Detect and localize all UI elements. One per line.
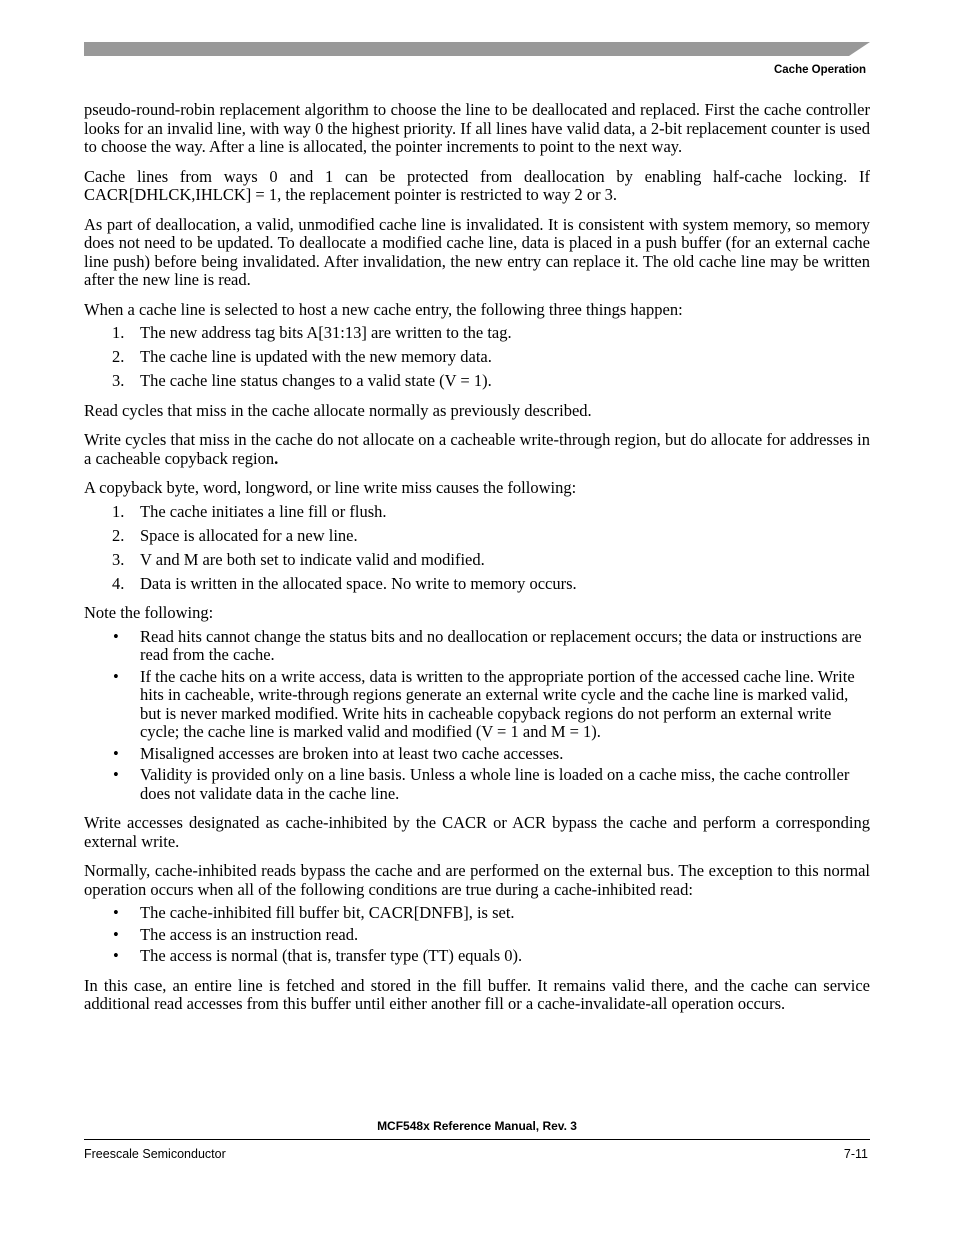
paragraph: Write cycles that miss in the cache do not allocate on a cacheable write-through region, but do allocate for addresses in a cacheable copyback region. (84, 430, 870, 468)
list-item: 4. Data is written in the allocated space. No write to memory occurs. (112, 573, 577, 593)
page-number: 7-11 (843, 1147, 868, 1161)
list-item: 3. V and M are both set to indicate valid and modified. (112, 549, 485, 569)
paragraph: As part of deallocation, a valid, unmodified cache line is invalidated. It is consistent with system memory, so memory does not need to be updated. To deallocate a modified cache line, data is placed in a push buffer (for an external cache line push) before being invalidated. After invalidation, the new entry can replace it. The old cache line may be written after the new line is read. (84, 214, 870, 289)
paragraph: A copyback byte, word, longword, or line write miss causes the following: (84, 478, 577, 497)
list-item: • Misaligned accesses are broken into at least two cache accesses. (113, 743, 564, 763)
numbered-list (84, 503, 870, 594)
paragraph: When a cache line is selected to host a new cache entry, the following three things happen: (84, 299, 683, 319)
list-item: • Read hits cannot change the status bits and no deallocation or replacement occurs; the data or instructions are read from the cache. (113, 626, 862, 664)
footer-company: Freescale Semiconductor (84, 1147, 226, 1161)
footer-divider (84, 1139, 870, 1140)
list-item: 2. Space is allocated for a new line. (112, 525, 358, 545)
list-item: 1. The new address tag bits A[31:13] are written to the tag. (112, 323, 512, 342)
paragraph: Write accesses designated as cache-inhibited by the CACR or ACR bypass the cache and perform a corresponding external write. (84, 813, 870, 851)
paragraph: Read cycles that miss in the cache allocate normally as previously described. (84, 400, 592, 420)
list-item: • Validity is provided only on a line basis. Unless a whole line is loaded on a cache miss, the cache controller does not validate data in the cache line. (113, 765, 850, 803)
section-title: Cache Operation (773, 64, 866, 76)
list-item: • The access is an instruction read. (113, 924, 359, 944)
paragraph: Note the following: (84, 603, 214, 622)
list-item: • If the cache hits on a write access, data is written to the appropriate portion of the accessed cache line. Write hits in cacheable, write-through regions generate an external write cycle and the cache line is marked valid, but is never marked modified. Write hits in cacheable copyback regions do not perform an external write cycle; the cache line is marked valid and modified (V = 1 and M = 1). (113, 666, 855, 741)
footer-manual-title: MCF548x Reference Manual, Rev. 3 (377, 1119, 577, 1133)
paragraph: pseudo-round-robin replacement algorithm to choose the line to be deallocated and replaced. First the cache controller looks for an invalid line, with way 0 the highest priority. If all lines have valid data, a 2-bit replacement counter is used to choose the way. After a line is allocated, the pointer increments to point to the next way. (84, 100, 870, 156)
list-item: 1. The cache initiates a line fill or flush. (112, 501, 387, 521)
list-item: 2. The cache line is updated with the new memory data. (112, 347, 492, 366)
numbered-list (84, 324, 870, 391)
paragraph: Normally, cache-inhibited reads bypass the cache and are performed on the external bus. The exception to this normal operation occurs when all of the following conditions are true during a cache-inhibited read: (84, 861, 870, 899)
bullet-list (84, 904, 870, 966)
list-item: • The cache-inhibited fill buffer bit, CACR[DNFB], is set. (113, 903, 515, 922)
paragraph: In this case, an entire line is fetched and stored in the fill buffer. It remains valid there, and the cache can service additional read accesses from this buffer until either another fill or a cache-invalidate-all operation occurs. (84, 975, 870, 1013)
paragraph: Cache lines from ways 0 and 1 can be protected from deallocation by enabling half-cache locking. If CACR[DHLCK,IHLCK] = 1, the replacement pointer is restricted to way 2 or 3. (84, 166, 870, 204)
list-item: 3. The cache line status changes to a valid state (V = 1). (112, 371, 492, 390)
header-banner (84, 42, 870, 56)
bullet-list (84, 628, 870, 804)
page-body (84, 101, 870, 1025)
list-item: • The access is normal (that is, transfer type (TT) equals 0). (113, 946, 523, 965)
